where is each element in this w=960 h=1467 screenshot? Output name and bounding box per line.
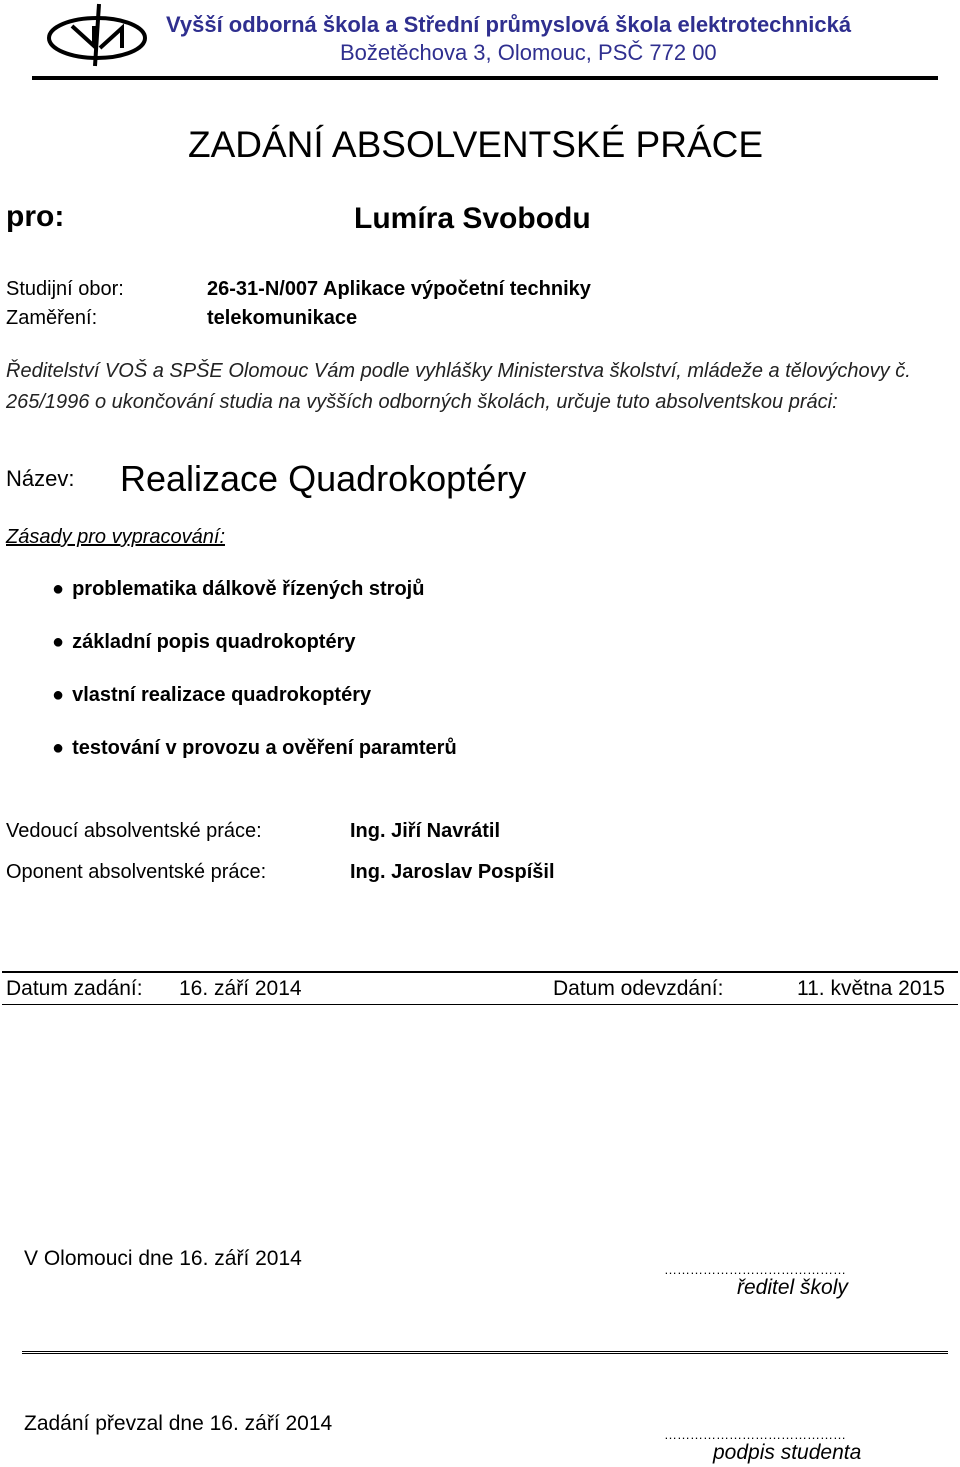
bullet-icon: ● <box>52 684 65 706</box>
study-field-value: 26-31-N/007 Aplikace výpočetní techniky <box>207 278 591 300</box>
student-caption: podpis studenta <box>713 1441 862 1464</box>
supervisor-name: Ing. Jiří Navrátil <box>350 820 501 842</box>
supervisor-label: Vedoucí absolventské práce: <box>6 820 262 842</box>
place-and-date: V Olomouci dne 16. září 2014 <box>24 1247 302 1270</box>
specialization-label: Zaměření: <box>6 307 98 329</box>
document-title: ZADÁNÍ ABSOLVENTSKÉ PRÁCE <box>188 124 764 165</box>
director-caption: ředitel školy <box>737 1276 848 1299</box>
assigned-date-label: Datum zadání: <box>6 977 143 1000</box>
thesis-name: Realizace Quadrokoptéry <box>120 458 527 499</box>
school-address: Božetěchova 3, Olomouc, PSČ 772 00 <box>340 40 717 65</box>
principle-item: ● vlastní realizace quadrokoptéry <box>52 684 372 706</box>
bullet-icon: ● <box>52 631 65 653</box>
principle-item: ● základní popis quadrokoptéry <box>52 631 356 653</box>
bullet-icon: ● <box>52 578 65 600</box>
specialization-value: telekomunikace <box>207 307 358 329</box>
section-divider <box>22 1351 948 1354</box>
principle-item: ● problematika dálkově řízených strojů <box>52 578 425 600</box>
dates-top-rule <box>2 971 958 973</box>
student-signature-line: …………………………………… <box>664 1427 846 1442</box>
dates-bottom-rule <box>2 1004 958 1005</box>
school-logo <box>44 2 150 68</box>
school-name: Vyšší odborná škola a Střední průmyslová škola elektrotechnická <box>166 12 852 37</box>
for-label: pro: <box>6 200 65 233</box>
bullet-icon: ● <box>52 737 65 759</box>
thesis-name-label: Název: <box>6 466 75 491</box>
header-divider <box>32 76 938 80</box>
due-date-label: Datum odevzdání: <box>553 977 724 1000</box>
opponent-name: Ing. Jaroslav Pospíšil <box>350 861 555 883</box>
opponent-label: Oponent absolventské práce: <box>6 861 267 883</box>
assigned-date-value: 16. září 2014 <box>179 977 302 1000</box>
principle-item: ● testování v provozu a ověření paramterů <box>52 737 457 759</box>
director-signature-line: …………………………………… <box>664 1262 846 1277</box>
principles-heading: Zásady pro vypracování: <box>6 526 225 548</box>
study-field-label: Studijní obor: <box>6 278 124 300</box>
due-date-value: 11. května 2015 <box>797 977 945 1000</box>
recipient-name: Lumíra Svobodu <box>354 202 591 235</box>
intro-paragraph: Ředitelství VOŠ a SPŠE Olomouc Vám podle vyhlášky Ministerstva školství, mládeže a tělovýchovy č. 265/1996 o ukončování studia na vyšších odborných školách, určuje tuto absolventskou práci: <box>6 360 911 413</box>
received-statement: Zadání převzal dne 16. září 2014 <box>24 1412 333 1435</box>
